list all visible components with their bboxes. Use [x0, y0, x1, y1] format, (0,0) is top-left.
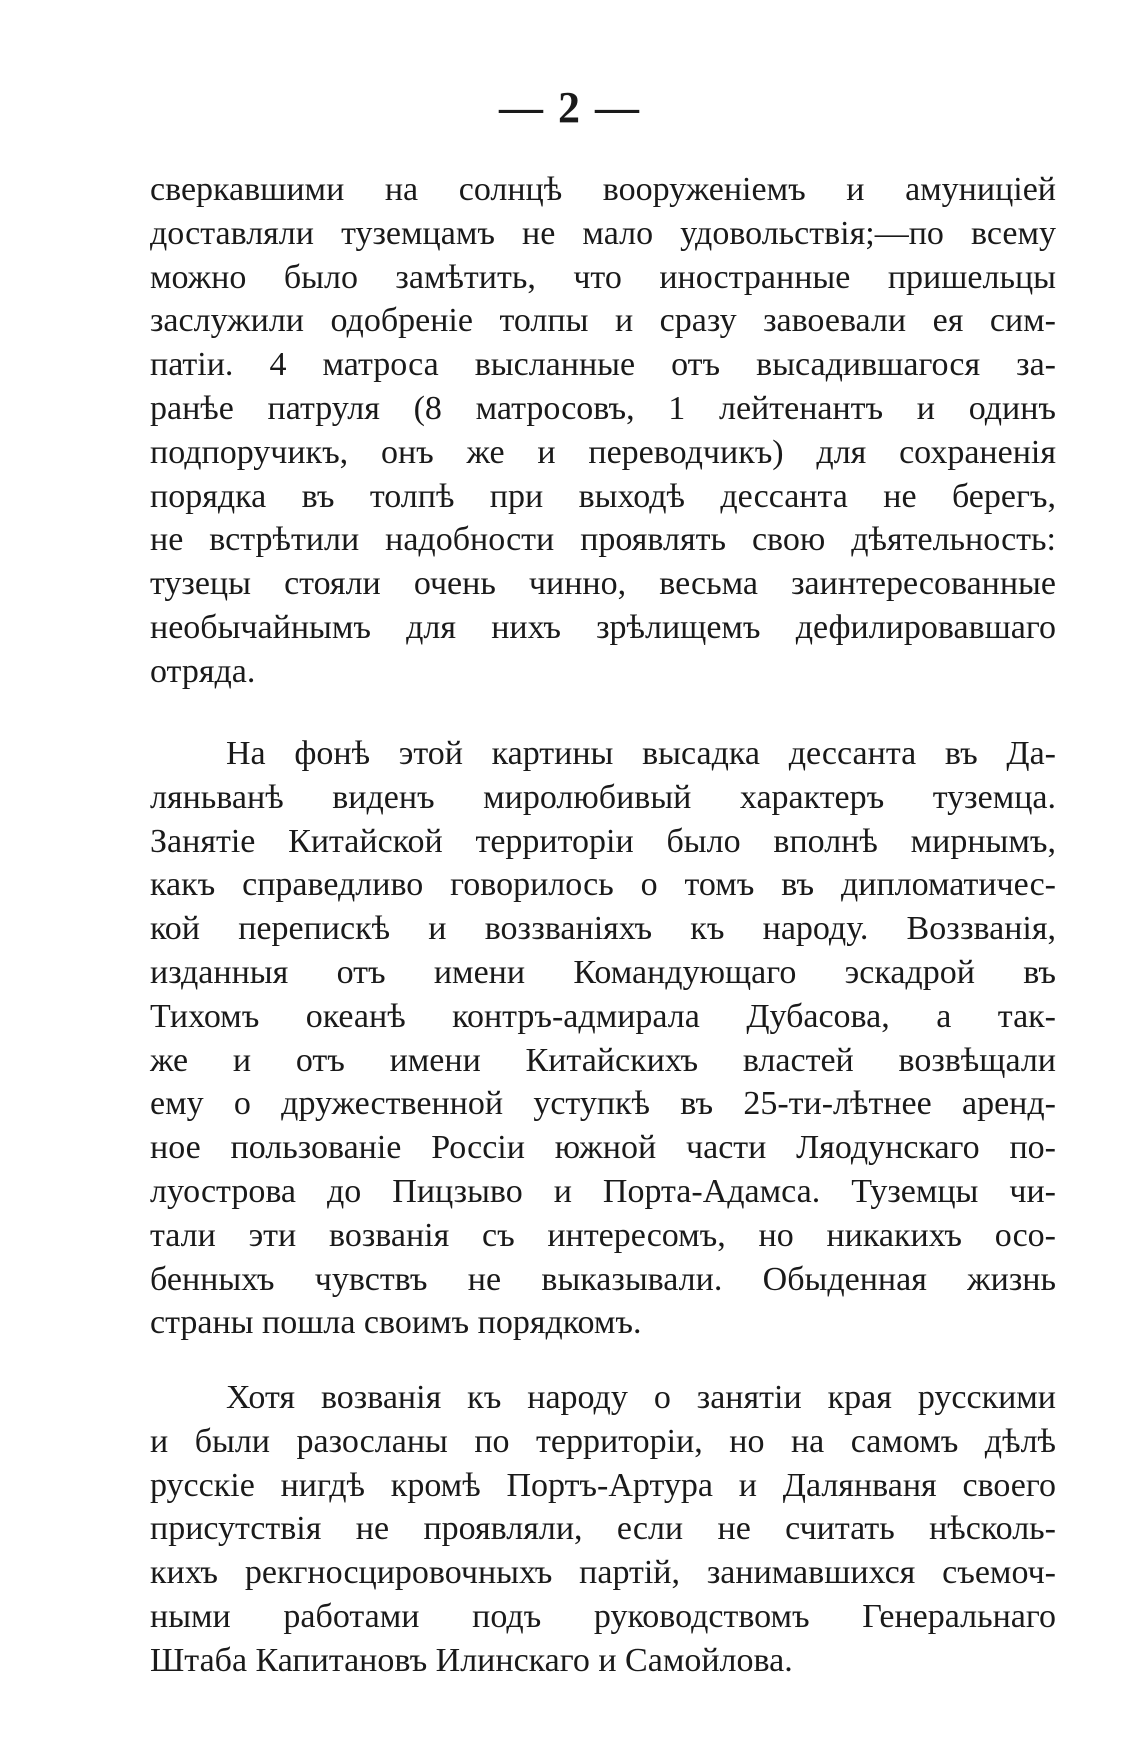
- text-line: ное пользованіе Россіи южной части Ляодунскаго по-: [150, 1129, 1056, 1167]
- text-line: отряда.: [150, 652, 256, 690]
- text-line: луострова до Пицзыво и Порта-Адамса. Туземцы чи-: [150, 1172, 1056, 1210]
- paragraph-2: [150, 732, 1056, 1345]
- text-line: кой перепискѣ и воззваніяхъ къ народу. Воззванія,: [150, 910, 1056, 948]
- text-line: порядка въ толпѣ при выходѣ дессанта не берегъ,: [150, 477, 1056, 515]
- text-line: Штаба Капитановъ Илинскаго и Самойлова.: [150, 1641, 793, 1679]
- text-line: какъ справедливо говорилось о томъ въ дипломатичес-: [150, 866, 1056, 904]
- text-line: русскіе нигдѣ кромѣ Портъ-Артура и Далянваня своего: [150, 1466, 1056, 1504]
- paragraph-1: [150, 168, 1056, 694]
- text-line: Хотя возванія къ народу о занятіи края русскими: [226, 1379, 1056, 1416]
- text-line: же и отъ имени Китайскихъ властей возвѣщали: [150, 1041, 1056, 1079]
- text-line: ными работами подъ руководствомъ Генеральнаго: [150, 1597, 1056, 1635]
- text-line: необычайнымъ для нихъ зрѣлищемъ дефилировавшаго: [150, 608, 1056, 646]
- text-line: Занятіе Китайской территоріи было вполнѣ мирнымъ,: [150, 822, 1056, 860]
- text-line: не встрѣтили надобности проявлять свою дѣятельность:: [150, 521, 1056, 559]
- text-line: страны пошла своимъ порядкомъ.: [150, 1304, 642, 1342]
- text-line: присутствія не проявляли, если не считать нѣсколь-: [150, 1510, 1056, 1548]
- text-line: ранѣе патруля (8 матросовъ, 1 лейтенантъ и одинъ: [150, 389, 1056, 427]
- text-line: доставляли туземцамъ не мало удовольствія;—по всему: [150, 214, 1056, 252]
- text-line: ляньванѣ виденъ миролюбивый характеръ туземца.: [150, 778, 1056, 816]
- text-line: сверкавшими на солнцѣ вооруженіемъ и амуницiей: [150, 171, 1056, 208]
- text-line: Тихомъ океанѣ контръ-адмирала Дубасова, а так-: [150, 997, 1056, 1035]
- text-line: изданныя отъ имени Командующаго эскадрой въ: [150, 953, 1056, 991]
- text-line: тузецы стояли очень чинно, весьма заинтересованные: [150, 565, 1056, 603]
- text-line: заслужили одобреніе толпы и сразу завоевали ея сим-: [150, 302, 1056, 340]
- text-line: кихъ рекгносцировочныхъ партій, занимавшихся съемоч-: [150, 1554, 1056, 1592]
- paragraph-3: [150, 1376, 1056, 1683]
- text-line: На фонѣ этой картины высадка дессанта въ Да-: [226, 735, 1056, 772]
- text-line: ему о дружественной уступкѣ въ 25-ти-лѣтнее аренд-: [150, 1085, 1056, 1123]
- page-number: — 2 —: [499, 83, 641, 132]
- text-line: патіи. 4 матроса высланные отъ высадившагося за-: [150, 346, 1056, 384]
- text-line: можно было замѣтить, что иностранные пришельцы: [150, 258, 1056, 296]
- text-line: подпоручикъ, онъ же и переводчикъ) для сохраненія: [150, 433, 1056, 471]
- text-line: и были разосланы по территоріи, но на самомъ дѣлѣ: [150, 1422, 1056, 1460]
- text-line: бенныхъ чувствъ не выказывали. Обыденная жизнь: [150, 1260, 1056, 1298]
- text-line: тали эти возванія съ интересомъ, но никакихъ осо-: [150, 1216, 1056, 1254]
